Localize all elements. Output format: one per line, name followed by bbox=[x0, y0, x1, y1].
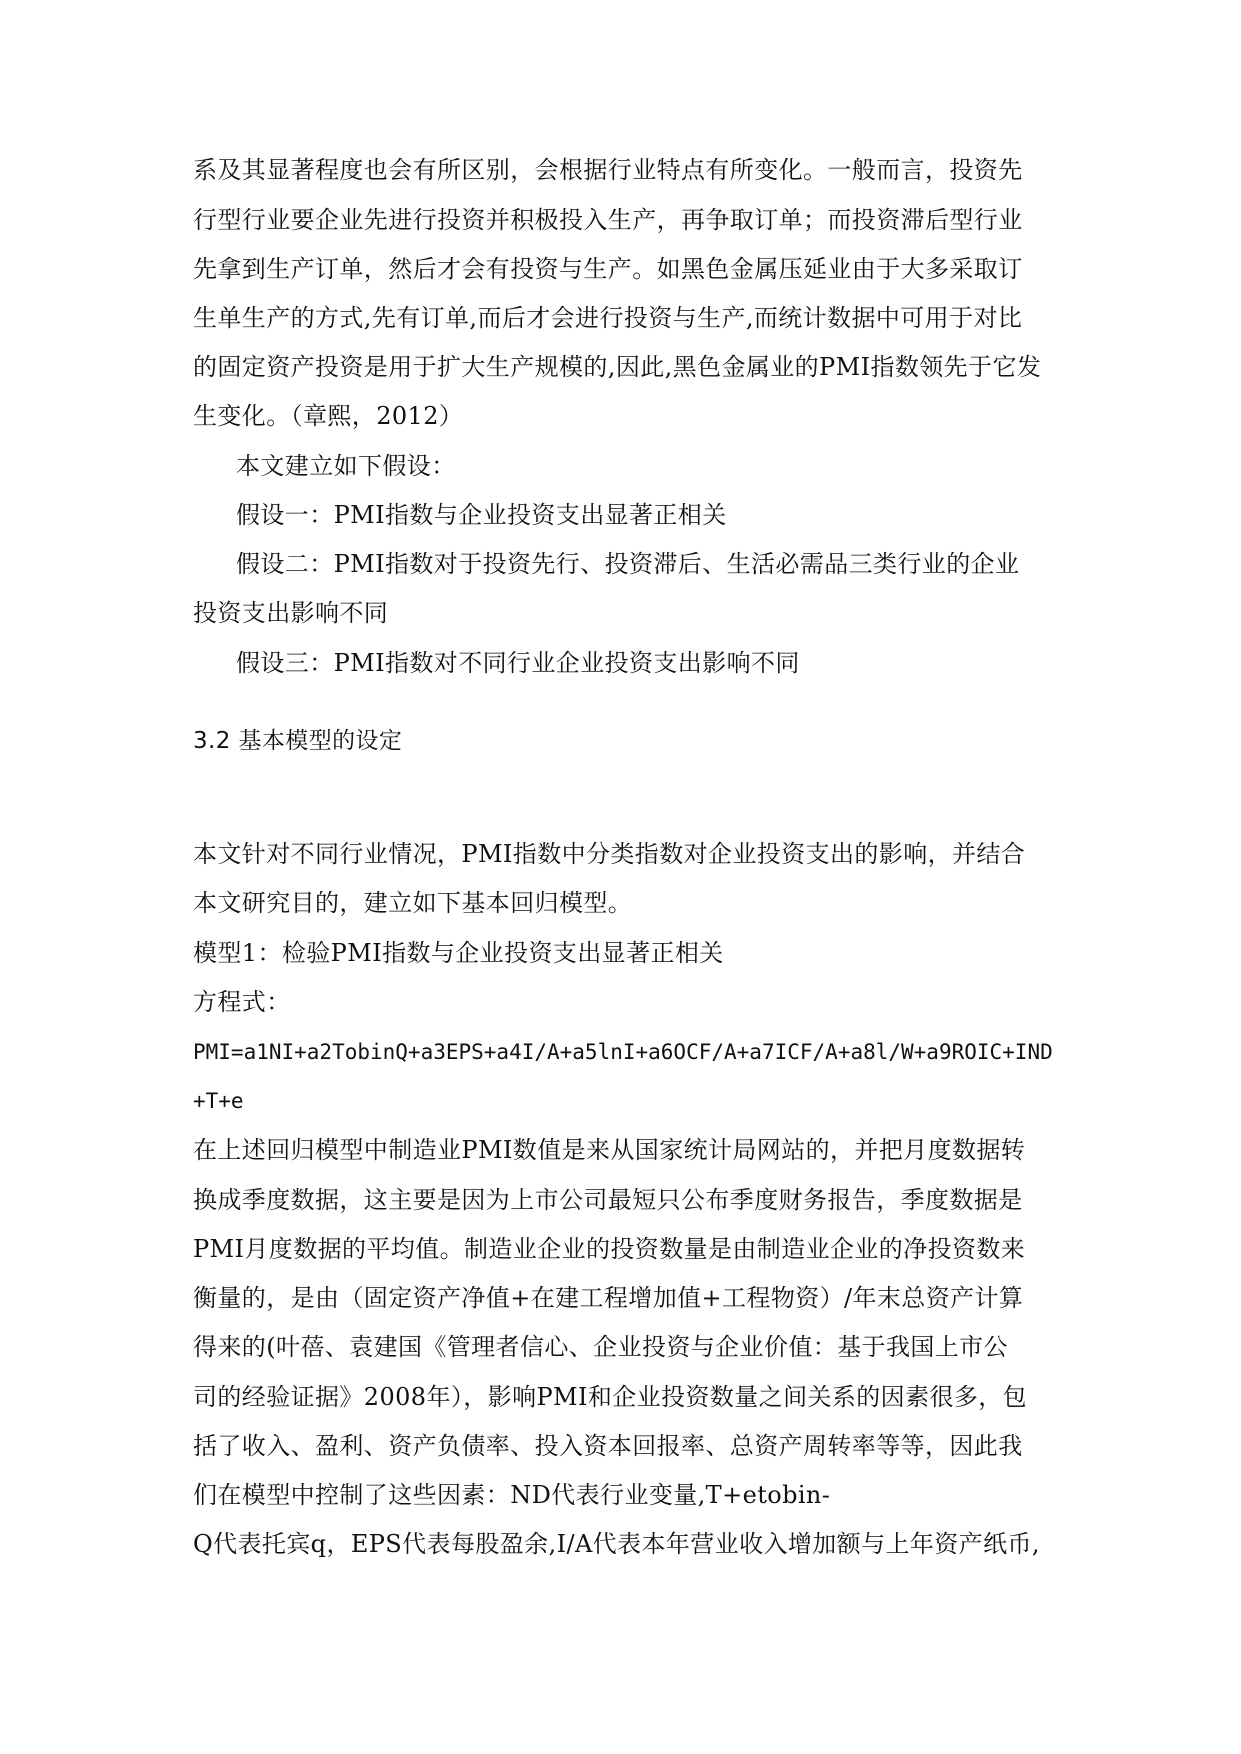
paragraph-line: 生单生产的方式,先有订单,而后才会进行投资与生产,而统计数据中可用于对比 bbox=[193, 304, 1023, 332]
paragraph-line: 得来的(叶蓓、袁建国《管理者信心、企业投资与企业价值：基于我国上市公 bbox=[193, 1333, 1008, 1361]
paragraph-line: 的固定资产投资是用于扩大生产规模的,因此,黑色金属业的PMI指数领先于它发 bbox=[193, 353, 1042, 381]
section-heading: 3.2 基本模型的设定 bbox=[193, 728, 403, 754]
paragraph-line: 司的经验证据》2008年），影响PMI和企业投资数量之间关系的因素很多，包 bbox=[193, 1383, 1028, 1411]
paragraph-line: 衡量的，是由（固定资产净值+在建工程增加值+工程物资）/年末总资产计算 bbox=[193, 1284, 1024, 1312]
paragraph-line: 行型行业要企业先进行投资并积极投入生产，再争取订单；而投资滞后型行业 bbox=[193, 206, 1023, 234]
equation-line-continued: +T+e bbox=[193, 1089, 244, 1113]
paragraph-line: 在上述回归模型中制造业PMI数值是来从国家统计局网站的，并把月度数据转 bbox=[193, 1136, 1026, 1164]
paragraph-line: 本文针对不同行业情况，PMI指数中分类指数对企业投资支出的影响，并结合 bbox=[193, 840, 1026, 868]
hypotheses-intro: 本文建立如下假设： bbox=[236, 452, 456, 480]
paragraph-line: Q代表托宾q，EPS代表每股盈余,I/A代表本年营业收入增加额与上年资产纸币, bbox=[193, 1530, 1040, 1558]
paragraph-line: 系及其显著程度也会有所区别，会根据行业特点有所变化。一般而言，投资先 bbox=[193, 156, 1023, 184]
paragraph-line: 先拿到生产订单，然后才会有投资与生产。如黑色金属压延业由于大多采取订 bbox=[193, 255, 1023, 283]
hypothesis-2: 假设二：PMI指数对于投资先行、投资滞后、生活必需品三类行业的企业 bbox=[236, 550, 1020, 578]
equation-label: 方程式： bbox=[193, 988, 291, 1016]
paragraph-line: 生变化。（章熙，2012） bbox=[193, 402, 464, 430]
paragraph-line: 们在模型中控制了这些因素：ND代表行业变量,T+etobin- bbox=[193, 1481, 831, 1509]
hypothesis-2-continued: 投资支出影响不同 bbox=[193, 599, 389, 627]
hypothesis-1: 假设一：PMI指数与企业投资支出显著正相关 bbox=[236, 501, 727, 529]
paragraph-line: 本文研究目的，建立如下基本回归模型。 bbox=[193, 889, 633, 917]
paragraph-line: 换成季度数据，这主要是因为上市公司最短只公布季度财务报告，季度数据是 bbox=[193, 1186, 1023, 1214]
paragraph-line: PMI月度数据的平均值。制造业企业的投资数量是由制造业企业的净投资数来 bbox=[193, 1235, 1026, 1263]
hypothesis-3: 假设三：PMI指数对不同行业企业投资支出影响不同 bbox=[236, 649, 800, 677]
equation-line: PMI=a1NI+a2TobinQ+a3EPS+a4I/A+a5lnI+a6OCF/A+a7ICF/A+a8l/W+a9ROIC+IND bbox=[193, 1040, 1053, 1064]
model-title: 模型1：检验PMI指数与企业投资支出显著正相关 bbox=[193, 939, 724, 967]
paragraph-line: 括了收入、盈利、资产负债率、投入资本回报率、总资产周转率等等，因此我 bbox=[193, 1432, 1023, 1460]
